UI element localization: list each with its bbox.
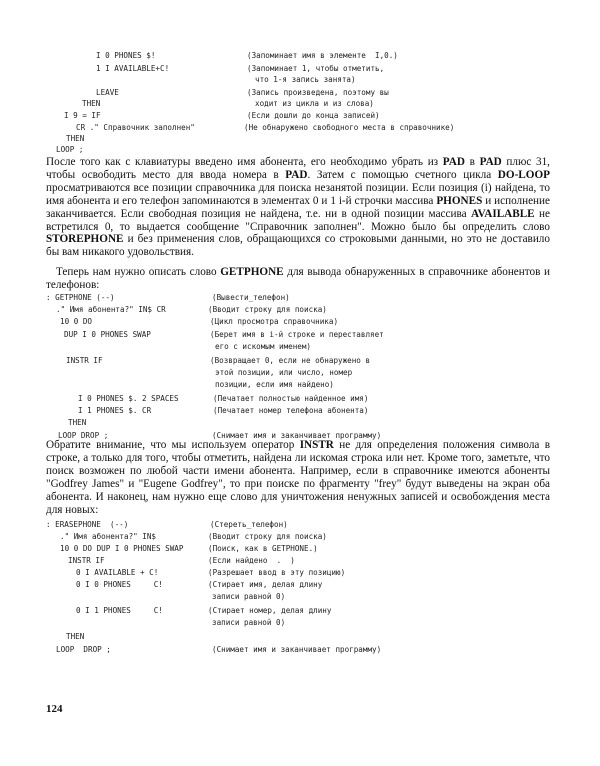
code-comment: (Берет имя в i-й строке и переставляет	[210, 330, 384, 339]
code-comment: (Печатает номер телефона абонента)	[213, 406, 369, 415]
code-comment: (Поиск, как в GETPHONE.)	[208, 544, 318, 553]
code-line: LEAVE	[96, 88, 119, 97]
code-comment: этой позиции, или число, номер	[215, 368, 353, 377]
code-line: 1 I AVAILABLE+C!	[96, 64, 170, 73]
code-comment: записи равной 0)	[212, 592, 286, 601]
code-line: INSTR IF	[68, 556, 105, 565]
code-comment: ходит из цикла и из слова)	[255, 99, 374, 108]
code-line: INSTR IF	[66, 356, 103, 365]
code-line: 0 I AVAILABLE + C!	[76, 568, 159, 577]
code-line: THEN	[68, 418, 87, 427]
code-comment: (Вводит строку для поиска)	[208, 532, 327, 541]
code-comment: (Стирает имя, делая длину	[208, 580, 323, 589]
code-comment: (Снимает имя и заканчивает программу)	[212, 431, 382, 440]
code-line: : GETPHONE (--)	[46, 293, 115, 302]
code-comment: (Разрешает ввод в эту позицию)	[208, 568, 346, 577]
code-line: THEN	[66, 632, 85, 641]
code-line: : ERASEPHONE (--)	[46, 520, 129, 529]
code-comment: (Печатает полностью найденное имя)	[213, 394, 369, 403]
code-comment: (Цикл просмотра справочника)	[210, 317, 339, 326]
code-line: I 0 PHONES $!	[96, 51, 156, 60]
paragraph-getphone-intro: Теперь нам нужно описать слово GETPHONE для вывода обнаруженных в справочнике абонентов и телефонов:	[46, 266, 550, 291]
code-comment: (Снимает имя и заканчивает программу)	[212, 645, 382, 654]
code-comment: его с искомым именем)	[215, 342, 312, 351]
code-line: 10 0 DO	[60, 317, 93, 326]
code-comment: (Вывести_телефон)	[212, 293, 290, 302]
code-comment: позиции, если имя найдено)	[215, 380, 334, 389]
code-line: LOOP DROP ;	[56, 645, 111, 654]
code-line: ." Имя абонента?" IN$ CR	[56, 305, 166, 314]
code-line: I 9 = IF	[64, 111, 101, 120]
code-comment: (Не обнаружено свободного места в справочнике)	[244, 123, 455, 132]
code-line: THEN	[66, 134, 85, 143]
code-line: 0 I 0 PHONES C!	[76, 580, 163, 589]
code-line: 10 0 DO DUP I 0 PHONES SWAP	[60, 544, 184, 553]
code-line: LOOP ;	[56, 145, 84, 154]
code-line: THEN	[82, 99, 101, 108]
code-comment: (Стирает номер, делая длину	[208, 606, 332, 615]
code-comment: (Вводит строку для поиска)	[208, 305, 327, 314]
paragraph-instr-note: Обратите внимание, что мы используем оператор INSTR не для определения положения символа в строке, а только для того, чтобы отметить, найдена ли искомая строка или нет. Кроме того, заметьте, что поиск возможен по любой части имени абонента. Например, если в справочнике имеются абоненты "Godfrey James" и "Eugene Godfrey", то при поиске по фрагменту "frey" будут выведены на экран оба абонента. И наконец, нам нужно еще слово для уничтожения ненужных записей и освобождения места для новых:	[46, 439, 550, 516]
code-line: I 1 PHONES $. CR	[78, 406, 152, 415]
code-comment: записи равной 0)	[212, 618, 286, 627]
code-comment: (Запоминает 1, чтобы отметить,	[247, 64, 385, 73]
code-line: I 0 PHONES $. 2 SPACES	[78, 394, 179, 403]
code-comment: (Стереть_телефон)	[210, 520, 288, 529]
code-comment: (Если найдено . )	[208, 556, 295, 565]
code-line: DUP I 0 PHONES SWAP	[64, 330, 151, 339]
page-number: 124	[46, 703, 63, 715]
code-comment: (Запись произведена, поэтому вы	[247, 88, 389, 97]
code-comment: что 1-я запись занята)	[255, 75, 356, 84]
code-line: CR ." Справочник заполнен"	[76, 123, 195, 132]
code-comment: (Запоминает имя в элементе I,0.)	[247, 51, 398, 60]
code-line: ." Имя абонента?" IN$	[60, 532, 157, 541]
code-line: LOOP DROP ;	[58, 431, 109, 440]
code-comment: (Если дошли до конца записей)	[247, 111, 380, 120]
paragraph-storephone-explanation: После того как с клавиатуры введено имя абонента, его необходимо убрать из PAD в PAD плюс 31, чтобы освободить место для ввода номера в PAD. Затем с помощью счетного цикла DO-LOOP просматриваются все позиции справочника для поиска незанятой позиции. Если позиция (i) найдена, то имя абонента и его телефон запоминаются в элементах 0 и 1 i-й строчки массива PHONES и исполнение заканчивается. Если свободная позиция не найдена, т.е. ни в одной позиции массива AVAILABLE не встретился 0, то выдается сообщение "Справочник заполнен". Можно было бы определить слово STOREPHONE и без применения слов, обращающихся со строковыми данными, но это не доставило бы вам никакого удовольствия.	[46, 156, 551, 259]
code-line: 0 I 1 PHONES C!	[76, 606, 163, 615]
code-comment: (Возвращает 0, если не обнаружено в	[210, 356, 371, 365]
